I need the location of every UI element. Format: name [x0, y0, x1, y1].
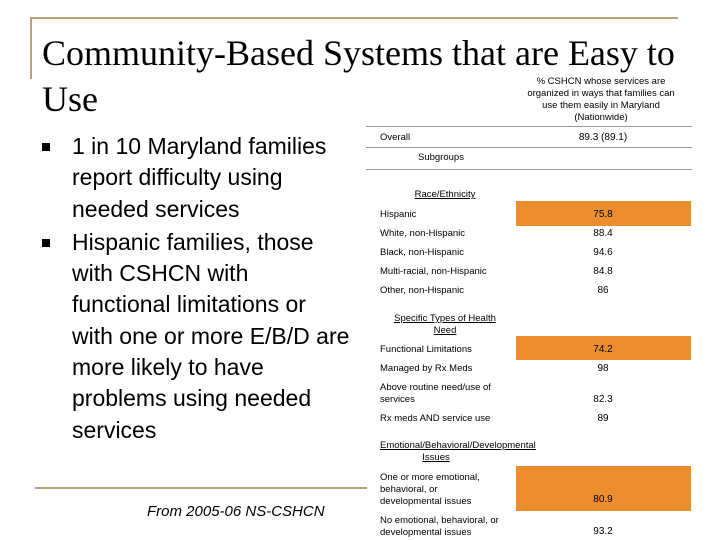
need-row-value: 98: [597, 363, 609, 374]
title-rule-left: [30, 17, 32, 79]
race-row-value: 94.6: [593, 247, 613, 258]
need-row-label: Functional Limitations: [380, 344, 472, 355]
subgroups-label: Subgroups: [418, 152, 464, 163]
ebd-heading: Emotional/Behavioral/Developmental Issues: [380, 440, 536, 463]
ebd-row-label: No emotional, behavioral, or developmental issues: [380, 515, 499, 538]
title-rule-top: [30, 17, 678, 19]
ebd-row-value: 93.2: [593, 526, 613, 537]
race-heading: Race/Ethnicity: [414, 189, 476, 200]
race-row-value: 86: [597, 285, 609, 296]
slide-title: Community-Based Systems that are Easy to Use: [42, 33, 675, 119]
need-row-value: 74.2: [593, 344, 613, 355]
table-rule: [366, 147, 692, 148]
source-citation: From 2005-06 NS-CSHCN: [147, 503, 325, 520]
square-bullet-icon: [42, 239, 50, 247]
race-row-label: Hispanic: [380, 209, 417, 220]
table-top-rule: [366, 126, 692, 127]
race-row-value: 88.4: [593, 228, 613, 239]
table-rule: [366, 169, 692, 170]
need-row-label: Managed by Rx Meds: [380, 363, 473, 374]
bullet-text: 1 in 10 Maryland families report difficulty using needed services: [72, 133, 327, 222]
need-row-value: 82.3: [593, 394, 613, 405]
need-row-label: Above routine need/use of services: [380, 382, 491, 405]
bullet-list: [42, 131, 352, 448]
bullet-text: Hispanic families, those with CSHCN with functional limitations or with one or more E/B/D are more likely to have problems using needed services: [72, 228, 350, 443]
overall-label: Overall: [380, 132, 411, 143]
race-row-value: 75.8: [593, 209, 613, 220]
race-row-label: Black, non-Hispanic: [380, 247, 464, 258]
need-row-value: 89: [597, 413, 609, 424]
need-heading: Specific Types of Health Need: [394, 313, 496, 336]
overall-value: 89.3 (89.1): [578, 132, 628, 143]
square-bullet-icon: [42, 143, 50, 151]
race-row-label: White, non-Hispanic: [380, 228, 466, 239]
column-header: % CSHCN whose services are organized in ways that families can use them easily in Maryland (Nationwide): [527, 76, 675, 123]
bullet-item: [42, 131, 352, 225]
race-row-label: Other, non-Hispanic: [380, 285, 464, 296]
need-row-label: Rx meds AND service use: [380, 413, 491, 424]
bullet-item: [42, 227, 352, 446]
source-rule: [35, 487, 367, 489]
race-row-value: 84.8: [593, 266, 613, 277]
ebd-row-value: 80.9: [593, 494, 613, 505]
race-row-label: Multi-racial, non-Hispanic: [380, 266, 487, 277]
ebd-row-label: One or more emotional, behavioral, or developmental issues: [380, 472, 480, 507]
